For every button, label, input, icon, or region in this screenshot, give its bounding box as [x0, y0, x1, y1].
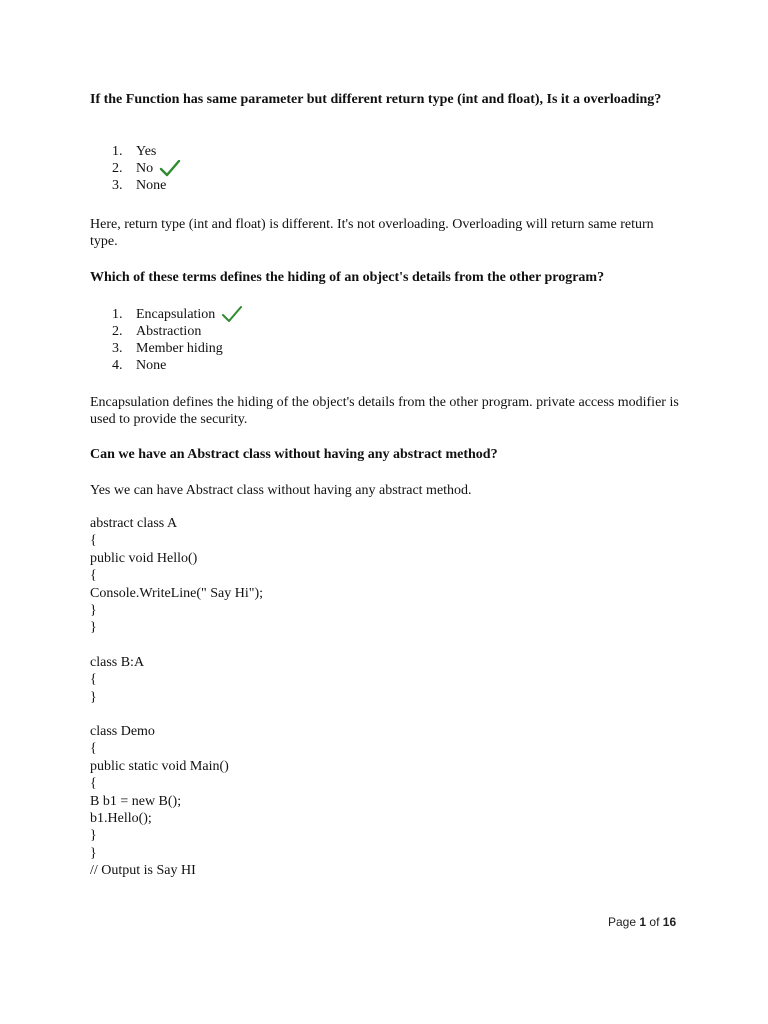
question-2: Which of these terms defines the hiding of an object's details from the other program?: [90, 270, 605, 285]
q3-answer: Yes we can have Abstract class without having any abstract method.: [90, 483, 472, 498]
code-line: {: [90, 776, 97, 792]
page-of: of: [649, 915, 660, 929]
code-line: Console.WriteLine(" Say Hi");: [90, 585, 263, 601]
q2-option-2: [112, 323, 243, 340]
q2-option-1-text: Encapsulation: [136, 307, 216, 322]
q2-option-3-number: 3.: [112, 341, 123, 356]
code-line: }: [90, 602, 97, 618]
code-line: }: [90, 845, 97, 861]
checkmark-icon: [221, 306, 243, 324]
code-line: public static void Main(): [90, 758, 229, 774]
code-line: {: [90, 533, 97, 549]
q1-option-3: [112, 177, 181, 194]
page-current: 1: [639, 915, 647, 929]
q1-option-2-number: 2.: [112, 161, 123, 176]
code-line: B b1 = new B();: [90, 793, 182, 809]
code-line: b1.Hello();: [90, 810, 152, 826]
page-total: 16: [662, 915, 677, 929]
code-block-class-demo: [90, 723, 229, 880]
q2-option-2-text: Abstraction: [136, 324, 202, 339]
code-line: class B:A: [90, 655, 145, 670]
q2-option-4-number: 4.: [112, 358, 123, 373]
question-1: If the Function has same parameter but different return type (int and float), Is it a overloading?: [90, 92, 662, 107]
q2-option-3-text: Member hiding: [136, 341, 223, 356]
page-footer: [608, 915, 676, 929]
code-block-class-b: [90, 654, 144, 706]
q1-option-1-text: Yes: [136, 144, 157, 159]
code-line: class Demo: [90, 724, 155, 739]
code-line: }: [90, 689, 97, 705]
q1-option-1: [112, 143, 181, 160]
q1-options: [112, 143, 181, 194]
page-word: Page: [608, 915, 637, 929]
q2-option-3: [112, 340, 243, 357]
q1-option-1-number: 1.: [112, 144, 123, 159]
code-line: {: [90, 568, 97, 584]
code-block-class-a: [90, 515, 263, 637]
q2-option-1: [112, 306, 243, 323]
q2-option-4: [112, 357, 243, 374]
code-line: }: [90, 828, 97, 844]
q1-option-2: [112, 160, 181, 177]
q2-option-4-text: None: [136, 358, 167, 373]
code-line: {: [90, 741, 97, 757]
q1-explanation: Here, return type (int and float) is different. It's not overloading. Overloading will return same return type.: [90, 217, 654, 249]
code-line: abstract class A: [90, 516, 178, 531]
q1-option-3-text: None: [136, 178, 167, 193]
q2-options: [112, 306, 243, 374]
checkmark-icon: [159, 160, 181, 178]
code-line: {: [90, 672, 97, 688]
q1-option-3-number: 3.: [112, 178, 123, 193]
code-line: }: [90, 620, 97, 636]
question-3: Can we have an Abstract class without having any abstract method?: [90, 447, 498, 462]
code-line: public void Hello(): [90, 550, 198, 566]
q2-option-1-number: 1.: [112, 307, 123, 322]
code-line: // Output is Say HI: [90, 863, 196, 879]
q1-option-2-text: No: [136, 161, 154, 176]
q2-explanation: Encapsulation defines the hiding of the object's details from the other program. private access modifier is used to provide the security.: [90, 395, 679, 427]
q2-option-2-number: 2.: [112, 324, 123, 339]
